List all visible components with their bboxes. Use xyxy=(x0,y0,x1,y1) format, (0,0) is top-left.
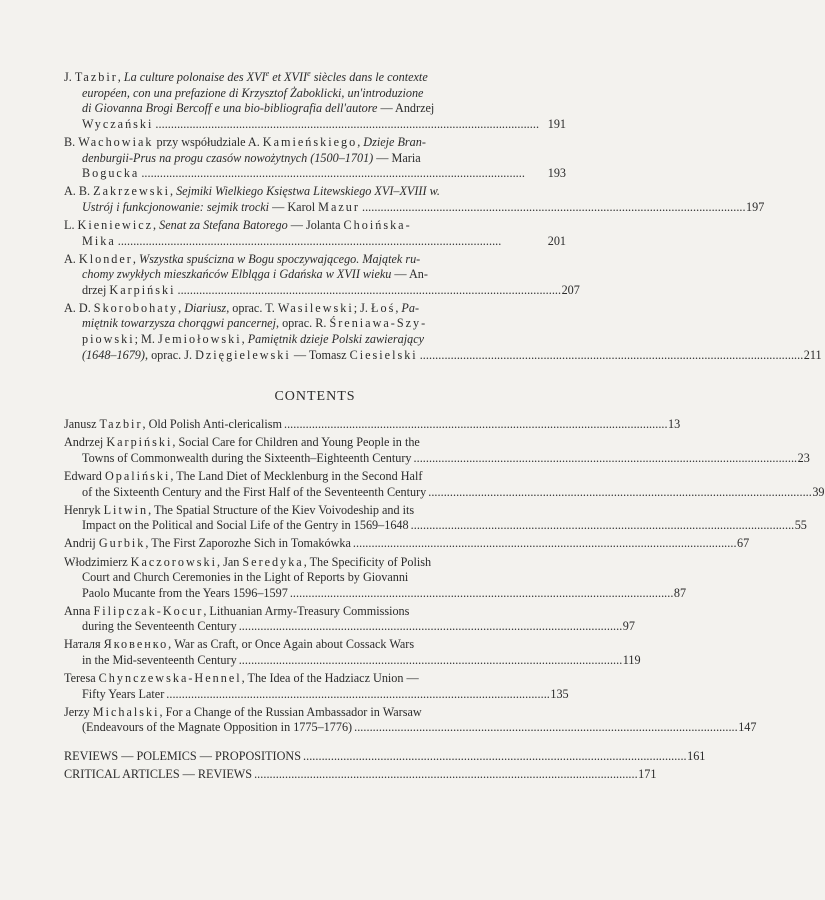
toc-entry-line xyxy=(64,503,566,519)
text-segment: REVIEWS — POLEMICS — PROPOSITIONS xyxy=(64,748,302,763)
page-number: 193 xyxy=(547,166,566,181)
leader-dots xyxy=(141,166,545,182)
text-segment: , xyxy=(132,251,139,266)
leader-dots xyxy=(290,586,672,602)
toc-entry xyxy=(64,603,635,635)
author-name: Kamieńskiego xyxy=(262,134,358,149)
author-name: Zakrzewski xyxy=(93,184,170,199)
section-gap xyxy=(64,739,566,749)
title-text: La culture polonaise des XVI xyxy=(123,70,266,85)
text-segment: , xyxy=(178,300,185,315)
entry-text xyxy=(64,218,412,234)
toc-entry xyxy=(64,66,566,132)
leader-dots xyxy=(254,767,636,783)
toc-entry-line xyxy=(64,234,566,250)
text-segment: Court and Church Ceremonies in the Light of Reports by Giovanni xyxy=(82,570,409,585)
entry-text xyxy=(82,586,288,602)
author-name: Klonder xyxy=(78,251,133,266)
title-text: w. xyxy=(426,184,440,199)
author-name: Filipczak-Kocur xyxy=(93,603,204,618)
text-segment: , Lithuanian Army-Treasury Commissions xyxy=(203,603,410,618)
title-text: e xyxy=(307,69,311,78)
toc-entry-line xyxy=(64,199,765,216)
text-segment: , xyxy=(357,134,364,149)
text-segment: Paolo Mucante from the Years 1596–1597 xyxy=(82,585,288,600)
author-name: Gurbik xyxy=(98,536,146,551)
text-segment: Edward xyxy=(64,469,105,484)
author-name: Karpiński xyxy=(109,282,176,297)
entry-text xyxy=(82,166,139,182)
leader-dots xyxy=(428,485,810,501)
text-segment: , For a Change of the Russian Ambassador in Warsaw xyxy=(159,704,422,719)
title-text: e xyxy=(265,69,270,78)
text-segment: — Maria xyxy=(373,150,421,165)
title-text: miętnik towarzysza chorągwi pancernej xyxy=(82,316,276,331)
author-name: Chynczewska-Hennel xyxy=(98,671,242,686)
toc-entry-line xyxy=(64,570,566,586)
author-name: Śreniawa-Szy- xyxy=(329,316,428,331)
text-segment: — Andrzej xyxy=(377,101,435,116)
text-segment: — Karol xyxy=(269,199,319,214)
page-number: 97 xyxy=(622,619,635,634)
toc-entry xyxy=(64,554,687,602)
author-name: Wasilewski xyxy=(277,300,354,315)
author-name: Bogucka xyxy=(82,166,140,181)
text-segment: Towns of Commonwealth during the Sixteenth–Eighteenth Century xyxy=(82,450,412,465)
text-segment: , oprac. R. xyxy=(275,316,330,331)
author-name: Wyczański xyxy=(82,116,154,131)
entry-text xyxy=(82,101,434,117)
page-number: 207 xyxy=(561,282,580,297)
text-segment: ; J. xyxy=(353,300,372,315)
author-name: Tazbir xyxy=(99,417,143,432)
entry-text xyxy=(64,767,252,783)
page-number: 13 xyxy=(668,417,681,432)
author-name: Яковенко xyxy=(103,637,169,652)
contents-heading: CONTENTS xyxy=(274,389,356,405)
reviews-list xyxy=(64,66,822,363)
title-text: siècles dans le contexte xyxy=(310,70,428,85)
entry-text xyxy=(82,485,426,501)
leader-dots xyxy=(353,536,735,552)
author-name: Choińska- xyxy=(343,217,412,232)
page-number: 201 xyxy=(547,233,566,248)
text-segment: , Social Care for Children and Young People in the xyxy=(172,435,420,450)
page-number: 119 xyxy=(622,653,641,668)
text-segment: A. B. xyxy=(64,184,94,199)
author-name: Skorobohaty xyxy=(93,300,179,315)
leader-dots xyxy=(155,117,545,133)
entry-text xyxy=(82,720,352,736)
page-number: 191 xyxy=(547,116,566,131)
text-segment: drzej xyxy=(82,282,110,297)
toc-entry-line xyxy=(64,166,566,182)
entry-text xyxy=(64,503,414,519)
toc-entry xyxy=(64,766,657,783)
title-text: Sejmiki Wielkiego Księstwa Litewskiego XVI–XVIII xyxy=(176,184,427,199)
toc-entry-line xyxy=(64,705,566,721)
entry-text xyxy=(64,604,409,620)
toc-entry-line xyxy=(64,748,706,765)
toc-entry-line xyxy=(64,671,566,687)
page-number: 211 xyxy=(803,347,822,362)
entry-text xyxy=(64,252,420,268)
entry-text xyxy=(82,267,428,283)
entry-text xyxy=(82,117,153,133)
text-segment: in the Mid-seventeenth Century xyxy=(82,653,237,668)
toc-entry xyxy=(64,435,810,466)
leader-dots xyxy=(284,417,666,433)
text-segment: of the Sixteenth Century and the First Half of the Seventeenth Century xyxy=(82,484,427,499)
entry-text xyxy=(82,451,412,467)
toc-entry-line xyxy=(64,332,566,348)
toc-entry-line xyxy=(64,267,566,283)
toc-entry xyxy=(64,671,569,702)
toc-entry-line xyxy=(64,637,566,653)
text-segment: , The First Zaporozhe Sich in Tomakówka xyxy=(145,536,351,551)
text-segment: (Endeavours of the Magnate Opposition in 1775–1776) xyxy=(82,720,353,735)
text-segment: , xyxy=(241,332,248,347)
toc-entry xyxy=(64,218,566,249)
toc-entry xyxy=(64,135,566,182)
page-number: 161 xyxy=(687,748,706,763)
entry-text xyxy=(82,332,424,348)
text-segment: CRITICAL ARTICLES — REVIEWS xyxy=(64,766,253,781)
toc-entry-line xyxy=(64,766,657,783)
page-number: 67 xyxy=(737,536,750,551)
title-text: Pamiętnik dzieje Polski zawierający xyxy=(247,332,425,347)
title-text: (1648–1679) xyxy=(82,347,145,362)
leader-dots xyxy=(118,234,546,250)
sections-list xyxy=(64,748,706,783)
text-segment: Наталя xyxy=(64,637,104,652)
contents-list xyxy=(64,417,825,736)
entry-text xyxy=(82,151,421,167)
leader-dots xyxy=(303,749,685,765)
entry-text xyxy=(64,435,420,451)
author-name: Kaczorowski xyxy=(130,554,217,569)
toc-entry-line xyxy=(64,135,566,151)
toc-entry-line xyxy=(64,536,750,552)
entry-text xyxy=(64,66,428,86)
toc-entry xyxy=(64,704,757,736)
author-name: Kieniewicz xyxy=(77,217,154,232)
toc-entry xyxy=(64,502,807,534)
entry-text xyxy=(82,316,427,332)
author-name: Mika xyxy=(82,233,116,248)
toc-entry-line xyxy=(64,86,566,102)
toc-entry-line xyxy=(64,435,566,451)
text-segment: przy współudziale A. xyxy=(153,134,263,149)
text-segment: Włodzimierz xyxy=(64,554,131,569)
text-segment: Anna xyxy=(64,603,94,618)
toc-entry-line xyxy=(64,301,566,317)
title-text: Pa- xyxy=(401,300,420,315)
toc-entry-line xyxy=(64,653,641,669)
text-segment: during the Seventeenth Century xyxy=(82,619,237,634)
leader-dots xyxy=(411,518,793,534)
entry-text xyxy=(82,86,423,102)
author-name: Seredyka xyxy=(242,554,304,569)
toc-entry xyxy=(64,536,750,552)
toc-entry-line xyxy=(64,450,810,467)
author-name: Łoś xyxy=(371,300,396,315)
title-text: Wszystka spuścizna w Bogu spoczywającego. Majątek ru- xyxy=(138,251,421,266)
title-text: et XVII xyxy=(269,70,308,85)
leader-dots xyxy=(354,720,736,736)
entry-text xyxy=(64,301,419,317)
entry-text xyxy=(64,184,440,200)
toc-entry-line xyxy=(64,101,566,117)
entry-text xyxy=(64,469,422,485)
entry-text xyxy=(82,653,237,669)
text-segment: , War as Craft, or Once Again about Cossack Wars xyxy=(168,637,415,652)
entry-text xyxy=(82,619,237,635)
author-name: Mazur xyxy=(318,199,360,214)
text-segment: , Jan xyxy=(216,554,243,569)
entry-text xyxy=(64,671,419,687)
leader-dots xyxy=(362,200,744,216)
toc-entry-line xyxy=(64,347,822,364)
text-segment: — Tomasz xyxy=(290,347,350,362)
entry-text xyxy=(64,135,426,151)
text-segment: Jerzy xyxy=(64,704,93,719)
text-segment: , xyxy=(153,217,160,232)
toc-entry-line xyxy=(64,218,566,234)
toc-entry xyxy=(64,417,681,433)
toc-entry-line xyxy=(64,469,566,485)
author-name: Dzięgielewski xyxy=(195,347,291,362)
toc-entry-line xyxy=(64,252,566,268)
toc-entry-line xyxy=(64,518,807,534)
text-segment: J. xyxy=(64,70,75,85)
text-segment: L. xyxy=(64,217,78,232)
toc-entry-line xyxy=(64,686,569,703)
toc-entry-line xyxy=(64,619,635,635)
toc-entry xyxy=(64,469,825,500)
page-number: 147 xyxy=(738,720,757,735)
text-segment: Impact on the Political and Social Life of the Gentry in 1569–1648 xyxy=(82,518,409,533)
author-name: Jemiołowski xyxy=(157,332,242,347)
toc-entry-line xyxy=(64,555,566,571)
entry-text xyxy=(82,283,175,299)
toc-entry-line xyxy=(64,282,580,299)
page-number: 39 xyxy=(812,484,825,499)
text-segment: , The Spatial Structure of the Kiev Voivodeship and its xyxy=(148,502,415,517)
entry-text xyxy=(64,417,282,433)
text-segment: Teresa xyxy=(64,671,99,686)
toc-entry-line xyxy=(64,585,687,602)
author-name: Tazbir xyxy=(74,70,118,85)
page-number: 171 xyxy=(638,766,657,781)
title-text: européen, con una prefazione di Krzysztof Żaboklicki, un'introduzione xyxy=(82,85,424,100)
author-name: Michalski xyxy=(92,704,160,719)
text-segment: Andrij xyxy=(64,536,99,551)
entry-text xyxy=(64,749,301,765)
text-segment: , oprac. T. xyxy=(226,300,278,315)
text-segment: , The Idea of the Hadziacz Union — xyxy=(241,671,419,686)
author-name: Ciesielski xyxy=(349,347,418,362)
text-segment: , xyxy=(395,300,402,315)
entry-text xyxy=(64,705,422,721)
author-name: piowski xyxy=(82,332,135,347)
leader-dots xyxy=(166,687,548,703)
text-segment: , xyxy=(169,184,177,199)
author-name: Opaliński xyxy=(104,469,171,484)
page-number: 135 xyxy=(550,686,569,701)
text-segment: Andrzej xyxy=(64,435,107,450)
entry-text xyxy=(64,555,431,571)
toc-entry-line xyxy=(64,66,566,86)
toc-entry-line xyxy=(64,484,825,501)
title-text: di Giovanna Brogi Bercoff e una bio-bibliografia dell'autore xyxy=(82,101,378,116)
text-segment: A. xyxy=(64,251,79,266)
text-segment: B. xyxy=(64,134,79,149)
text-segment: ; M. xyxy=(134,332,158,347)
toc-entry xyxy=(64,637,641,668)
author-name: Litwin xyxy=(103,502,149,517)
text-segment: , Old Polish Anti-clericalism xyxy=(142,417,282,432)
leader-dots xyxy=(177,283,559,299)
title-text: chomy zwykłych mieszkańców Elbląga i Gdańska w XVII wieku xyxy=(82,267,392,282)
toc-entry-line xyxy=(64,604,566,620)
title-text: denburgii-Prus na progu czasów nowożytnych (1500–1701) xyxy=(82,150,374,165)
entry-text xyxy=(82,348,418,364)
text-segment: , The Specificity of Polish xyxy=(303,554,432,569)
title-text: Dzieje Bran- xyxy=(363,134,426,149)
page-number: 23 xyxy=(797,450,810,465)
page-number: 87 xyxy=(673,585,687,600)
title-text: Ustrój i funkcjonowanie: sejmik trocki xyxy=(82,199,270,214)
text-segment: — An- xyxy=(391,267,428,282)
toc-entry-line xyxy=(64,117,566,133)
toc-entry-line xyxy=(64,417,681,433)
entry-text xyxy=(82,234,116,250)
text-segment: — Jolanta xyxy=(287,217,344,232)
toc-entry-line xyxy=(64,720,757,736)
text-segment: Fifty Years Later xyxy=(82,686,165,701)
leader-dots xyxy=(420,348,802,364)
text-segment: Henryk xyxy=(64,502,104,517)
leader-dots xyxy=(414,451,796,467)
text-segment: A. D. xyxy=(64,300,94,315)
leader-dots xyxy=(239,619,621,635)
author-name: Wachowiak xyxy=(78,134,154,149)
toc-entry xyxy=(64,184,765,215)
entry-text xyxy=(82,570,408,586)
entry-text xyxy=(64,637,414,653)
page-number: 55 xyxy=(794,518,807,533)
entry-text xyxy=(82,518,409,534)
page-number: 197 xyxy=(746,199,765,214)
toc-entry xyxy=(64,300,822,363)
text-segment: , xyxy=(117,70,124,85)
leader-dots xyxy=(239,653,621,669)
entry-text xyxy=(82,200,360,216)
author-name: Karpiński xyxy=(106,435,173,450)
toc-entry xyxy=(64,251,580,299)
toc-entry-line xyxy=(64,184,566,200)
text-segment: Janusz xyxy=(64,417,100,432)
text-segment: , The Land Diet of Mecklenburg in the Second Half xyxy=(170,469,423,484)
entry-text xyxy=(64,536,351,552)
title-text: Senat za Stefana Batorego xyxy=(159,217,288,232)
toc-entry xyxy=(64,748,706,765)
text-segment: , oprac. J. xyxy=(144,347,196,362)
toc-entry-line xyxy=(64,151,566,167)
title-text: Diariusz xyxy=(184,300,227,315)
toc-entry-line xyxy=(64,316,566,332)
entry-text xyxy=(82,687,164,703)
